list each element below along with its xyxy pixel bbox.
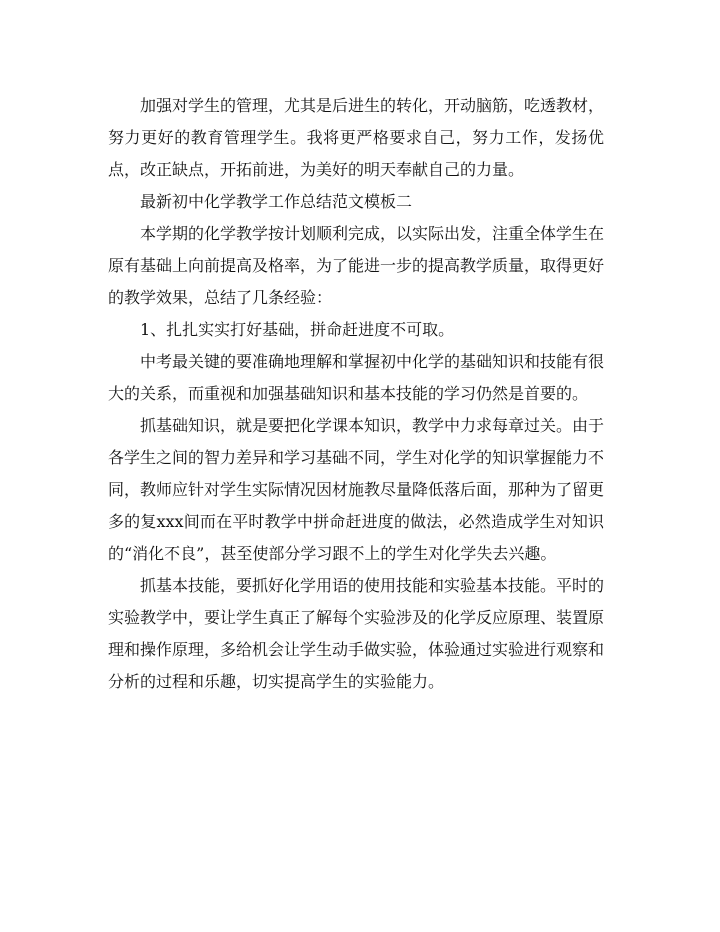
point-heading-1: 1、扎扎实实打好基础，拼命赶进度不可取。 (140, 320, 455, 339)
paragraph-3: 中考最关键的要准确地理解和掌握初中化学的基础知识和技能有很大的关系，而重视和加强基础知识和基本技能的学习仍然是首要的。 (108, 352, 605, 403)
section-heading: 最新初中化学教学工作总结范文模板二 (140, 192, 413, 211)
paragraph-5: 抓基本技能，要抓好化学用语的使用技能和实验基本技能。平时的实验教学中，要让学生真正了解每个实验涉及的化学反应原理、装置原理和操作原理，多给机会让学生动手做实验，体验通过实验进行观察和分析的过程和乐趣，切实提高学生的实验能力。 (108, 576, 605, 691)
paragraph-1: 加强对学生的管理，尤其是后进生的转化，开动脑筋，吃透教材，努力更好的教育管理学生。我将更严格要求自己，努力工作，发扬优点，改正缺点，开拓前进，为美好的明天奉献自己的力量。 (108, 96, 605, 179)
document-body (108, 90, 604, 698)
paragraph-4: 抓基础知识，就是要把化学课本知识，教学中力求每章过关。由于各学生之间的智力差异和学习基础不同，学生对化学的知识掌握能力不同，教师应针对学生实际情况因材施教尽量降低落后面，那种为了留更多的复xxx间而在平时教学中拼命赶进度的做法，必然造成学生对知识的“消化不良”，甚至使部分学习跟不上的学生对化学失去兴趣。 (108, 416, 605, 563)
paragraph-2: 本学期的化学教学按计划顺利完成，以实际出发，注重全体学生在原有基础上向前提高及格率，为了能进一步的提高教学质量，取得更好的教学效果，总结了几条经验： (108, 224, 605, 307)
